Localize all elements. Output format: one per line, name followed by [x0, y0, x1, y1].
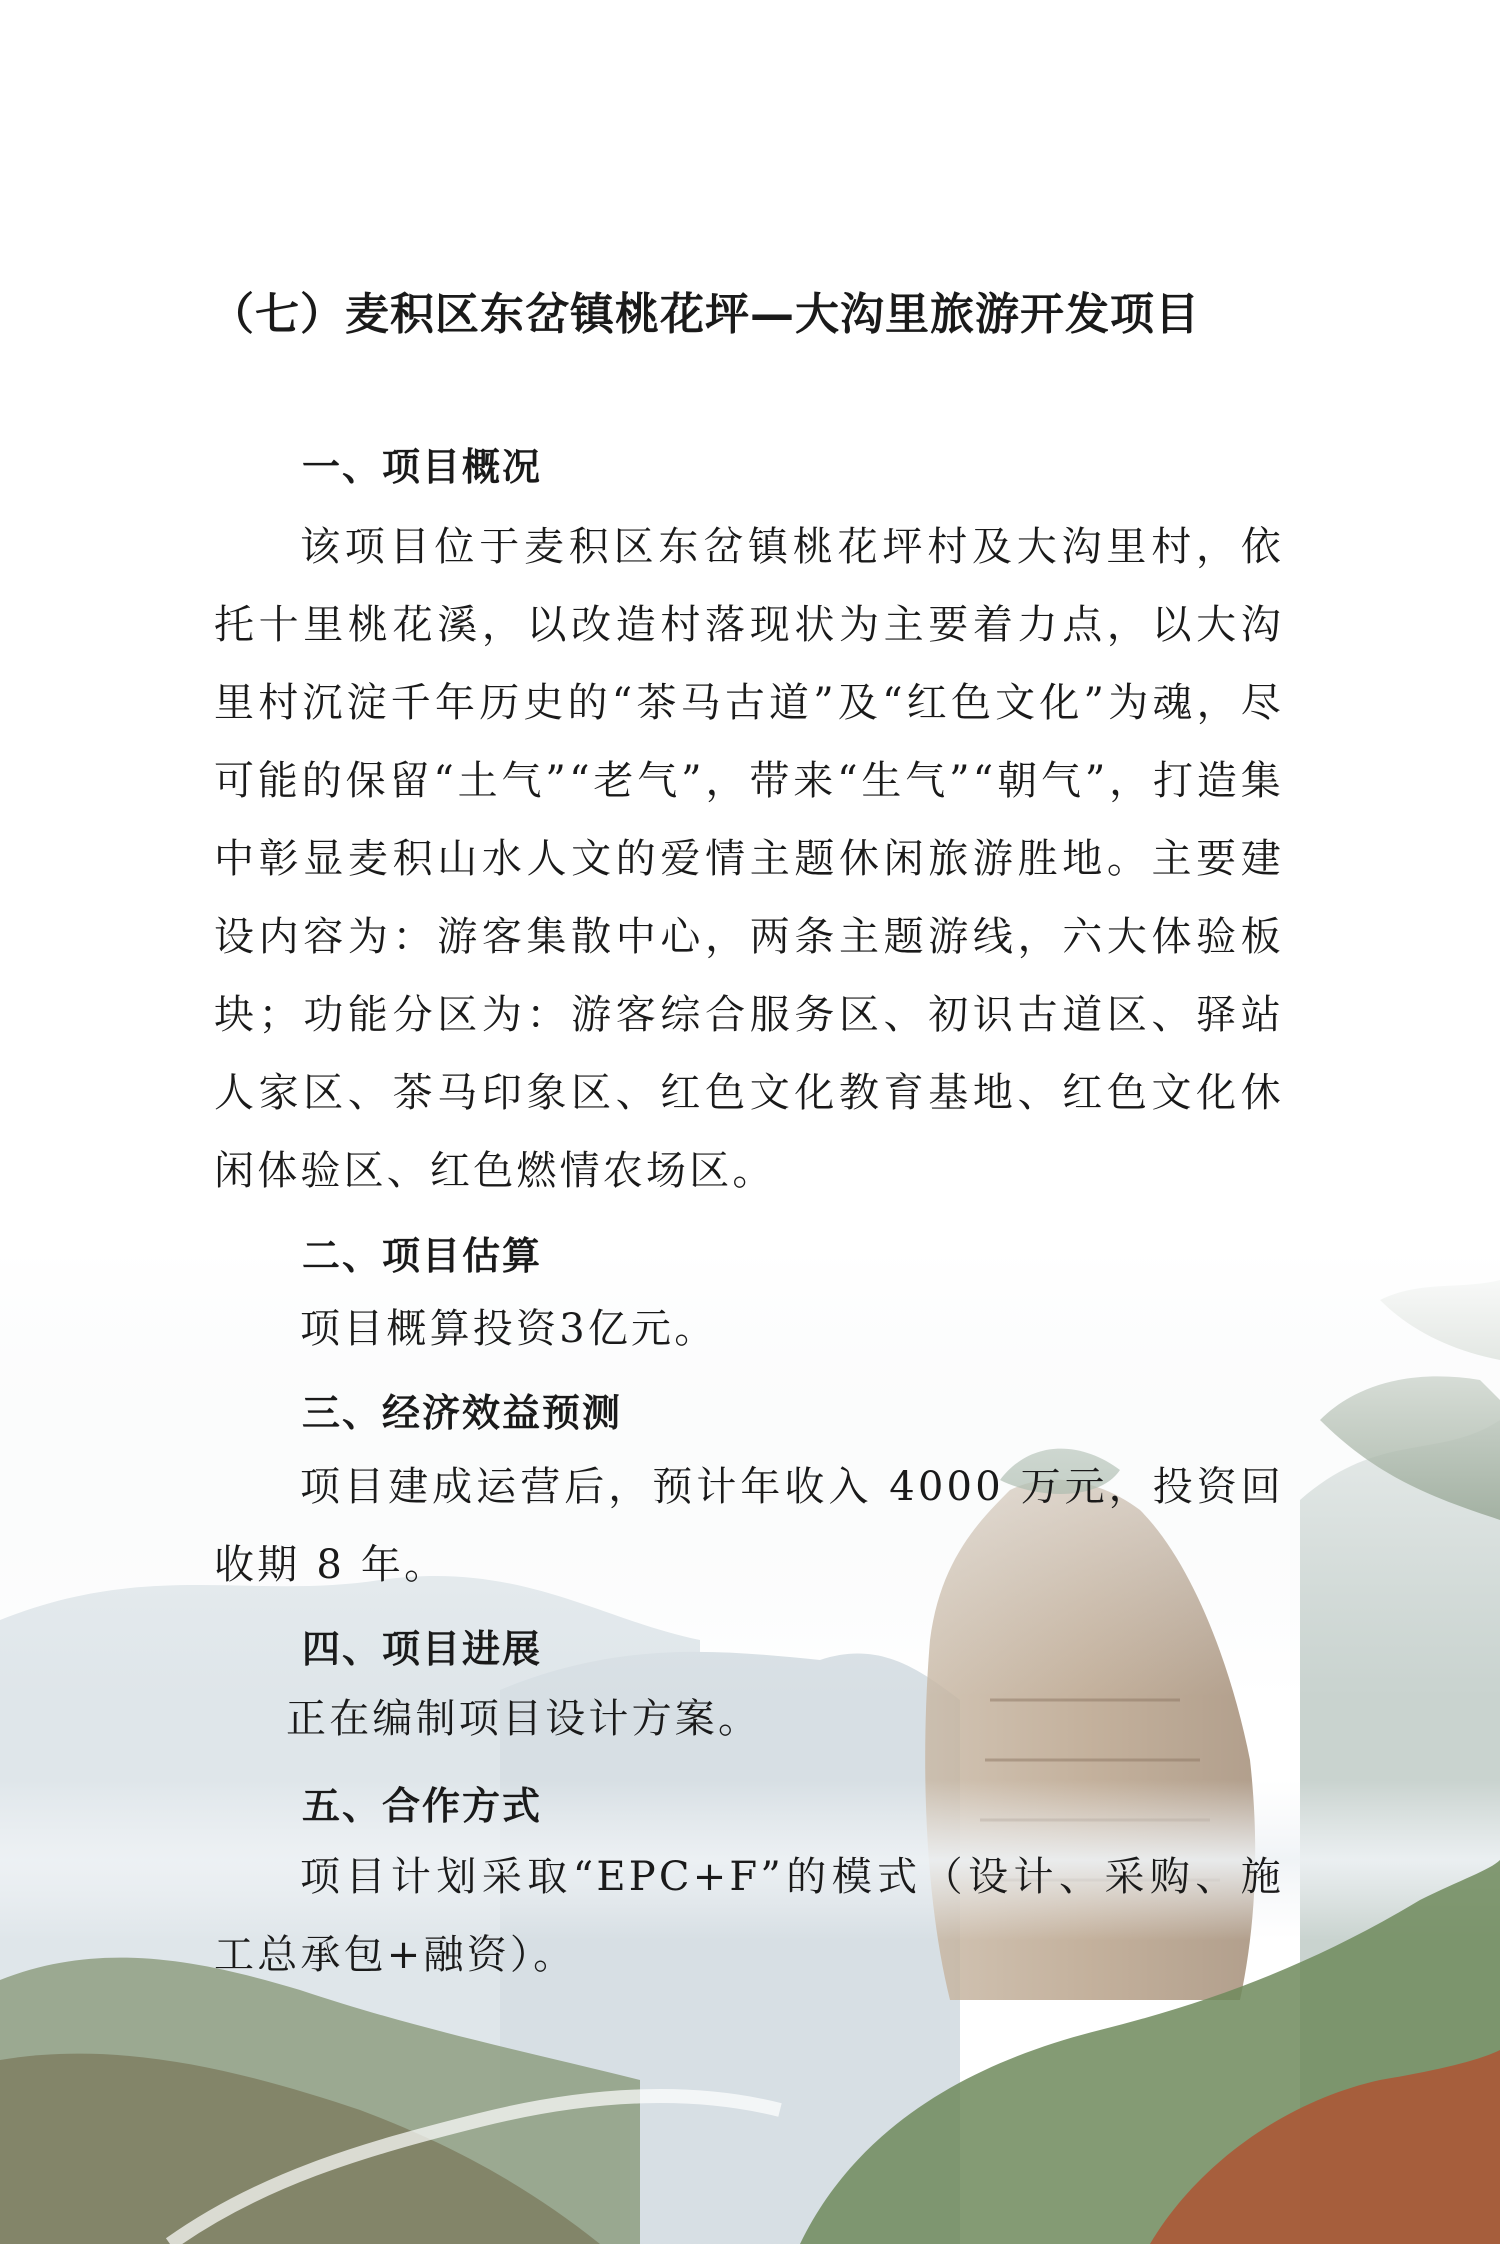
section-text-estimate: 项目概算投资3亿元。 [300, 1306, 718, 1352]
page-title: （七）麦积区东岔镇桃花坪—大沟里旅游开发项目 [210, 289, 1200, 340]
section-heading-estimate: 二、项目估算 [302, 1234, 543, 1278]
section-heading-benefit: 三、经济效益预测 [302, 1391, 623, 1435]
section-text-overview: 该项目位于麦积区东岔镇桃花坪村及大沟里村，依托十里桃花溪，以改造村落现状为主要着力点，以大沟里村沉淀千年历史的“茶马古道”及“红色文化”为魂，尽可能的保留“土气”“老气”，带来“生气”“朝气”，打造集中彰显麦积山水人文的爱情主题休闲旅游胜地。主要建设内容为：游客集散中心，两条主题游线，六大体验板块；功能分区为：游客综合服务区、初识古道区、驿站人家区、茶马印象区、红色文化教育基地、红色文化休闲体验区、红色燃情农场区。 [214, 524, 1284, 1194]
section-heading-cooperation: 五、合作方式 [302, 1784, 543, 1828]
section-text-cooperation: 项目计划采取“EPC+F”的模式（设计、采购、施工总承包+融资）。 [214, 1854, 1284, 1978]
section-heading-progress: 四、项目进展 [302, 1627, 543, 1671]
section-text-progress: 正在编制项目设计方案。 [286, 1696, 762, 1742]
section-heading-overview: 一、项目概况 [302, 445, 543, 489]
section-text-benefit: 项目建成运营后，预计年收入 4000 万元，投资回收期 8 年。 [214, 1464, 1284, 1588]
